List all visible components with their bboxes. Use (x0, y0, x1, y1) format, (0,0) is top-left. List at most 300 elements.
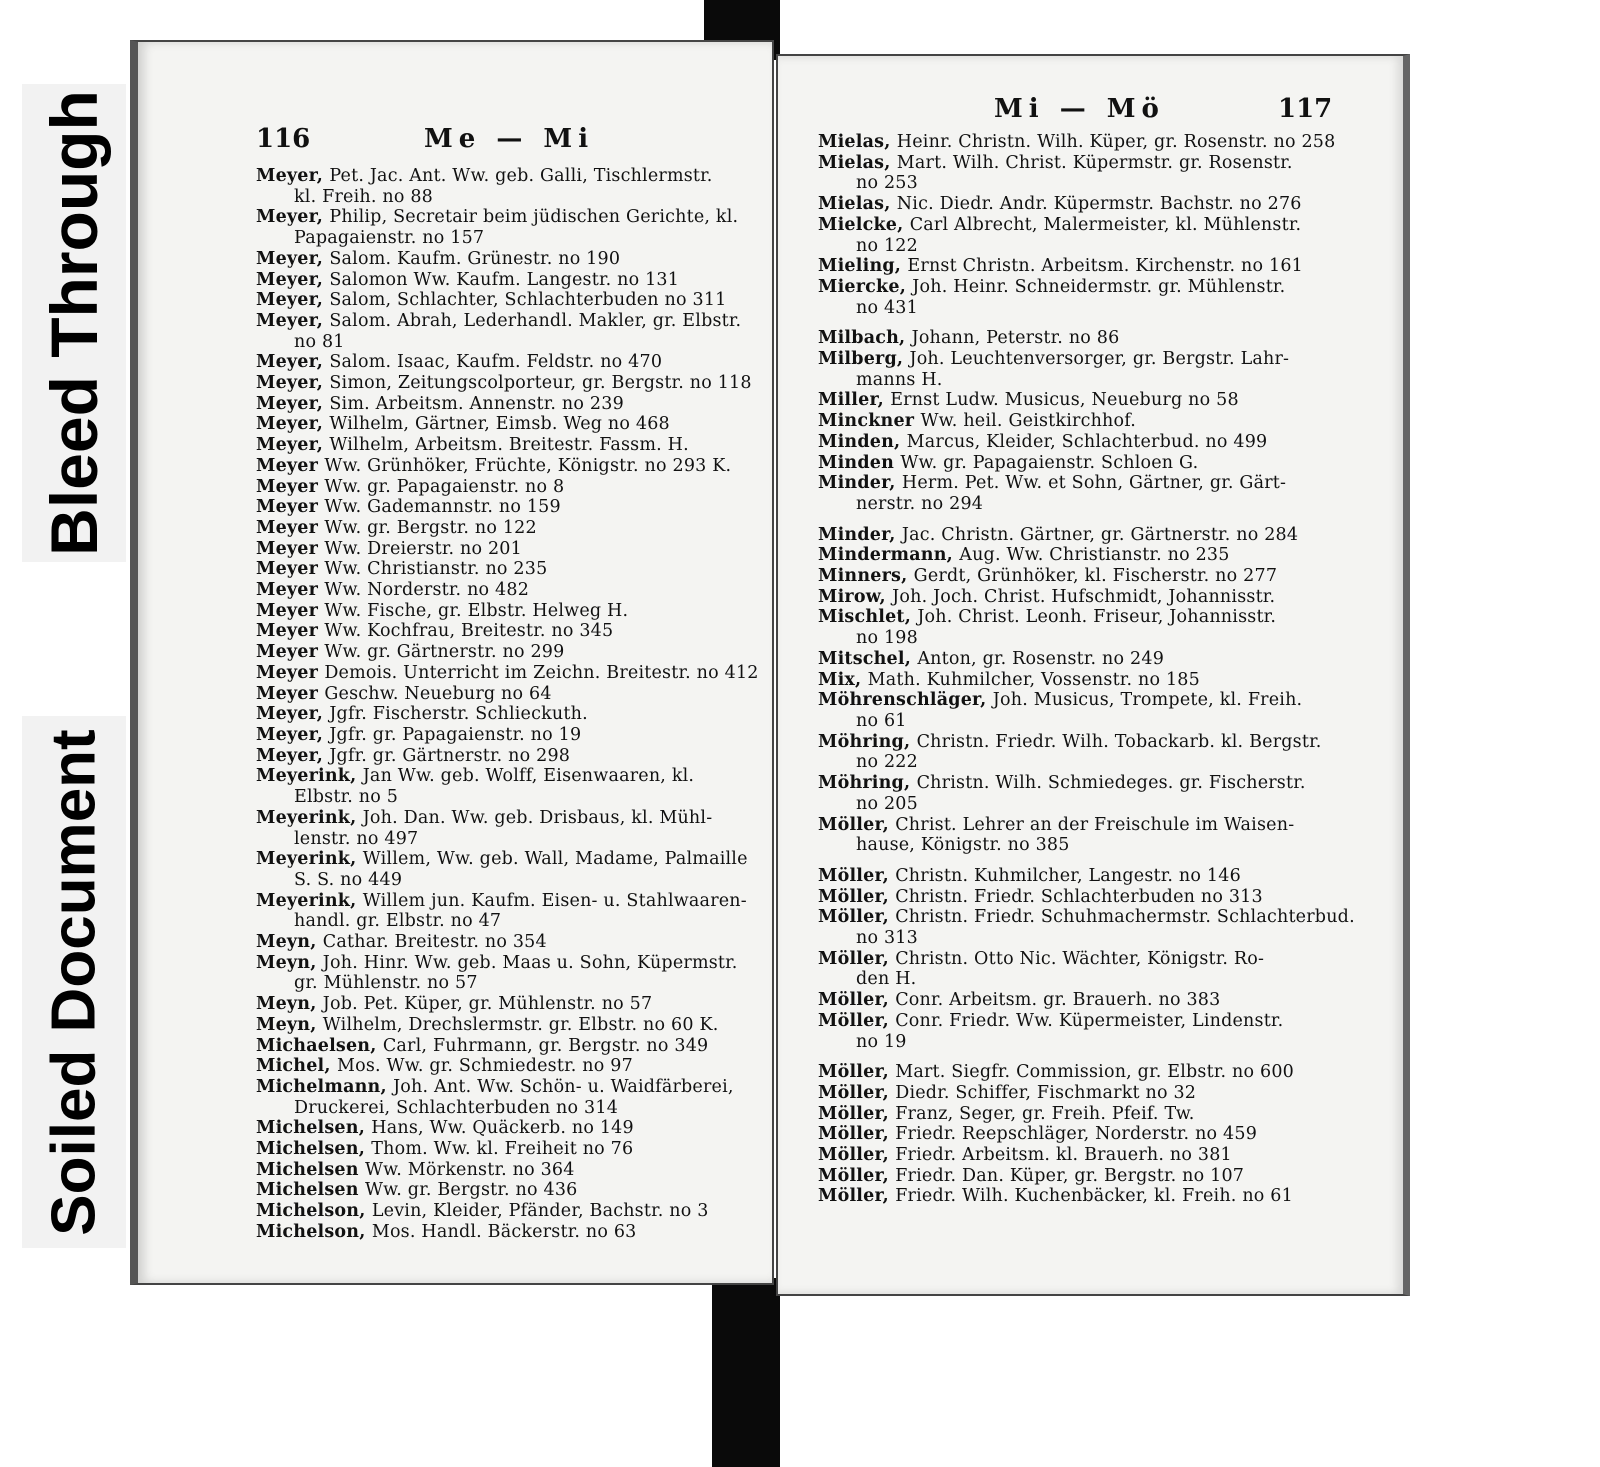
directory-entry (818, 494, 1338, 515)
entry-text: lenstr. no 497 (294, 828, 419, 849)
entry-text: Conr. Friedr. Ww. Küpermeister, Lindenstr. (895, 1010, 1284, 1031)
directory-entry (818, 545, 1338, 566)
entry-text: S. S. no 449 (294, 869, 403, 890)
entry-text: Christn. Friedr. Schlachterbuden no 313 (895, 886, 1263, 907)
entry-text: Christn. Friedr. Wilh. Tobackarb. kl. Bergstr. (916, 731, 1322, 752)
entry-text: Diedr. Schiffer, Fischmarkt no 32 (895, 1082, 1197, 1103)
entry-text: Salom. Kaufm. Grünestr. no 190 (329, 248, 621, 269)
entry-name: Möller, (818, 1186, 896, 1207)
entry-name: Minder, (818, 473, 902, 494)
directory-entry (818, 298, 1338, 319)
entry-name: Meyer (256, 600, 325, 621)
entry-text: Friedr. Dan. Küper, gr. Bergstr. no 107 (895, 1165, 1245, 1186)
directory-entry (256, 684, 766, 705)
directory-entry (256, 973, 766, 994)
entry-name: Meyer, (256, 745, 330, 766)
directory-entry (256, 311, 766, 332)
entry-text: Jac. Christn. Gärtner, gr. Gärtnerstr. no 284 (901, 524, 1299, 545)
entry-text: no 431 (856, 297, 918, 318)
entry-text: Ww. Mörkenstr. no 364 (364, 1159, 575, 1180)
directory-entry (256, 932, 766, 953)
entry-text: Ww. gr. Papagaienstr. no 8 (324, 476, 565, 497)
entry-name: Meyn, (256, 932, 323, 953)
entry-name: Meyer, (256, 435, 330, 456)
directory-entry (818, 194, 1338, 215)
directory-entry (256, 559, 766, 580)
entry-name: Michelson, (256, 1221, 372, 1242)
entry-text: Ww. heil. Geistkirchhof. (920, 411, 1137, 432)
entry-name: Möhrenschläger, (818, 690, 993, 711)
directory-entry (256, 435, 766, 456)
entry-text: handl. gr. Elbstr. no 47 (294, 911, 502, 932)
entry-text: Christ. Lehrer an der Freischule im Waisen- (895, 814, 1295, 835)
entry-text: Joh. Ant. Ww. Schön- u. Waidfärberei, (393, 1076, 734, 1097)
entry-text: Jgfr. gr. Papagaienstr. no 19 (329, 724, 582, 745)
directory-entry (256, 497, 766, 518)
directory-entry (256, 911, 766, 932)
entry-text: Mart. Siegfr. Commission, gr. Elbstr. no 600 (895, 1062, 1294, 1083)
entry-text: no 205 (856, 793, 918, 814)
directory-entry (818, 711, 1338, 732)
entry-name: Möller, (818, 1145, 896, 1166)
entry-name: Mielcke, (818, 214, 910, 235)
entry-name: Mindermann, (818, 545, 960, 566)
entry-text: hause, Königstr. no 385 (856, 835, 1070, 856)
entry-name: Meyer (256, 476, 325, 497)
entry-text: Ww. Dreierstr. no 201 (324, 538, 522, 559)
directory-entry (818, 628, 1338, 649)
entry-text: Salomon Ww. Kaufm. Langestr. no 131 (329, 269, 680, 290)
entry-name: Meyerink, (256, 766, 363, 787)
directory-entry (256, 621, 766, 642)
entry-name: Möhring, (818, 773, 917, 794)
entry-name: Michelson, (256, 1201, 372, 1222)
entry-name: Michelmann, (256, 1076, 394, 1097)
directory-entry (256, 249, 766, 270)
entry-text: Friedr. Arbeitsm. kl. Brauerh. no 381 (895, 1145, 1232, 1166)
directory-entry (256, 187, 766, 208)
entry-text: Marcus, Kleider, Schlachterbud. no 499 (906, 431, 1268, 452)
entry-name: Meyer, (256, 310, 330, 331)
entry-text: Johann, Peterstr. no 86 (911, 328, 1120, 349)
directory-entry (818, 752, 1338, 773)
directory-entry (256, 1056, 766, 1077)
entry-name: Michelsen (256, 1159, 365, 1180)
entry-name: Meyerink, (256, 890, 363, 911)
entry-name: Minners, (818, 566, 914, 587)
entry-name: Meyer, (256, 373, 330, 394)
entry-name: Meyer, (256, 724, 330, 745)
directory-entry (256, 849, 766, 870)
directory-entry (818, 866, 1338, 887)
directory-entry (818, 690, 1338, 711)
entry-name: Möhring, (818, 731, 917, 752)
directory-entry (818, 173, 1338, 194)
directory-entry (256, 332, 766, 353)
directory-entry (818, 587, 1338, 608)
directory-entry (818, 835, 1338, 856)
entry-text: Christn. Kuhmilcher, Langestr. no 146 (895, 865, 1241, 886)
entry-text: no 61 (856, 710, 907, 731)
entry-text: manns H. (856, 369, 943, 390)
directory-entry (818, 328, 1338, 349)
left-running-head: Me — Mi (424, 124, 595, 154)
entry-text: Wilhelm, Gärtner, Eimsb. Weg no 468 (329, 414, 670, 435)
entry-text: Ww. Fische, gr. Elbstr. Helweg H. (324, 600, 629, 621)
directory-entry (818, 887, 1338, 908)
directory-entry (818, 773, 1338, 794)
entry-text: Salom. Isaac, Kaufm. Feldstr. no 470 (329, 352, 663, 373)
entry-name: Mieling, (818, 256, 908, 277)
directory-entry (256, 1222, 766, 1243)
directory-entry (818, 432, 1338, 453)
directory-entry (256, 704, 766, 725)
entry-text: no 122 (856, 235, 918, 256)
entry-name: Möller, (818, 948, 896, 969)
directory-entry (818, 411, 1338, 432)
entry-name: Milbach, (818, 328, 912, 349)
spine-bottom (712, 1278, 780, 1467)
directory-entry (256, 456, 766, 477)
entry-text: Ww. Kochfrau, Breitestr. no 345 (324, 621, 614, 642)
entry-name: Minder, (818, 524, 902, 545)
entry-name: Michelsen, (256, 1118, 372, 1139)
entry-name: Mielas, (818, 194, 897, 215)
entry-text: Mart. Wilh. Christ. Küpermstr. gr. Rosenstr. (896, 152, 1293, 173)
entry-name: Meyer (256, 559, 325, 580)
directory-entry (818, 1124, 1338, 1145)
entry-text: Ww. gr. Gärtnerstr. no 299 (324, 642, 565, 663)
right-running-head: Mi — Mö (994, 94, 1165, 124)
directory-entry (818, 370, 1338, 391)
directory-entry (256, 766, 766, 787)
entry-text: no 198 (856, 628, 918, 649)
directory-entry (818, 566, 1338, 587)
entry-name: Möller, (818, 907, 896, 928)
entry-text: kl. Freih. no 88 (294, 186, 434, 207)
directory-entry (818, 907, 1355, 928)
directory-entry (818, 390, 1338, 411)
directory-entry (818, 1104, 1338, 1125)
entry-name: Möller, (818, 886, 896, 907)
entry-text: Ww. gr. Bergstr. no 122 (324, 517, 537, 538)
entry-text: Christn. Friedr. Schuhmachermstr. Schlachterbud. (895, 907, 1355, 928)
entry-gap (818, 318, 1338, 328)
entry-text: Druckerei, Schlachterbuden no 314 (294, 1097, 619, 1118)
entry-text: Ww. Christianstr. no 235 (324, 559, 548, 580)
entry-text: Sim. Arbeitsm. Annenstr. no 239 (329, 393, 624, 414)
entry-text: Pet. Jac. Ant. Ww. geb. Galli, Tischlermstr. (329, 166, 713, 186)
entry-text: nerstr. no 294 (856, 493, 984, 514)
entry-name: Meyn, (256, 952, 323, 973)
right-entries-list (818, 132, 1355, 1207)
entry-name: Miercke, (818, 276, 913, 297)
entry-text: Jgfr. Fischerstr. Schlieckuth. (329, 704, 588, 725)
right-page (776, 54, 1410, 1296)
entry-text: Conr. Arbeitsm. gr. Brauerh. no 383 (895, 990, 1221, 1011)
directory-entry (256, 725, 766, 746)
entry-text: Willem, Ww. geb. Wall, Madame, Palmaille (362, 849, 748, 870)
directory-entry (818, 649, 1338, 670)
entry-name: Möller, (818, 865, 896, 886)
entry-name: Meyer (256, 497, 325, 518)
entry-name: Mitschel, (818, 648, 918, 669)
directory-entry (818, 949, 1338, 970)
directory-entry (818, 1186, 1338, 1207)
directory-entry (256, 1118, 766, 1139)
entry-name: Meyer, (256, 207, 330, 228)
directory-entry (256, 1201, 766, 1222)
entry-text: Anton, gr. Rosenstr. no 249 (917, 648, 1165, 669)
entry-text: Wilhelm, Drechslermstr. gr. Elbstr. no 60 K. (322, 1014, 719, 1035)
directory-entry (256, 270, 766, 291)
directory-entry (818, 928, 1338, 949)
directory-entry (818, 794, 1338, 815)
entry-text: Joh. Leuchtenversorger, gr. Bergstr. Lahr- (909, 349, 1290, 370)
directory-entry (818, 815, 1338, 836)
entry-name: Meyer, (256, 414, 330, 435)
entry-name: Meyer, (256, 393, 330, 414)
entry-text: den H. (856, 969, 917, 990)
entry-text: Jgfr. gr. Gärtnerstr. no 298 (329, 745, 571, 766)
entry-text: Joh. Joch. Christ. Hufschmidt, Johannisstr. (892, 586, 1276, 607)
entry-name: Meyer, (256, 352, 330, 373)
entry-name: Michaelsen, (256, 1035, 383, 1056)
entry-name: Meyn, (256, 994, 323, 1015)
entry-text: Nic. Diedr. Andr. Küpermstr. Bachstr. no 276 (896, 194, 1302, 215)
entry-name: Möller, (818, 1124, 896, 1145)
entry-name: Meyer, (256, 269, 330, 290)
entry-text: no 253 (856, 173, 918, 194)
entry-name: Meyer (256, 662, 325, 683)
entry-text: Thom. Ww. kl. Freiheit no 76 (371, 1139, 634, 1160)
directory-entry (256, 373, 766, 394)
directory-entry (818, 132, 1338, 153)
directory-entry (818, 990, 1338, 1011)
directory-entry (256, 829, 766, 850)
entry-text: Salom. Abrah, Lederhandl. Makler, gr. Elbstr. (329, 310, 742, 331)
entry-name: Möller, (818, 1082, 896, 1103)
entry-name: Mielas, (818, 132, 897, 152)
directory-entry (256, 642, 766, 663)
entry-name: Mix, (818, 669, 868, 690)
entry-name: Mirow, (818, 586, 893, 607)
entry-name: Meyn, (256, 1014, 323, 1035)
bleed-through-label (22, 84, 126, 562)
directory-entry (256, 746, 766, 767)
entry-text: Christn. Otto Nic. Wächter, Königstr. Ro- (895, 948, 1265, 969)
left-page-number: 116 (256, 124, 311, 154)
directory-entry (256, 870, 766, 891)
directory-entry (256, 518, 766, 539)
entry-text: Mos. Handl. Bäckerstr. no 63 (371, 1221, 637, 1242)
directory-entry (818, 453, 1338, 474)
directory-entry (256, 477, 766, 498)
entry-name: Meyerink, (256, 849, 363, 870)
directory-entry (818, 236, 1338, 257)
directory-entry (256, 228, 766, 249)
entry-name: Meyer, (256, 166, 330, 186)
entry-name: Michelsen (256, 1180, 365, 1201)
directory-entry (818, 1011, 1338, 1032)
entry-text: Gerdt, Grünhöker, kl. Fischerstr. no 277 (913, 566, 1278, 587)
entry-text: no 313 (856, 928, 918, 949)
entry-text: Job. Pet. Küper, gr. Mühlenstr. no 57 (322, 994, 653, 1015)
right-page-number: 117 (1278, 94, 1333, 124)
entry-text: Christn. Wilh. Schmiedeges. gr. Fischerstr. (916, 773, 1306, 794)
entry-text: Wilhelm, Arbeitsm. Breitestr. Fassm. H. (329, 435, 689, 456)
entry-text: Ernst Christn. Arbeitsm. Kirchenstr. no 161 (907, 256, 1304, 277)
entry-gap (818, 515, 1338, 525)
directory-entry (256, 1160, 766, 1181)
entry-text: Demois. Unterricht im Zeichn. Breitestr. no 412 (324, 662, 759, 683)
soiled-document-text: Soiled Document (39, 728, 109, 1236)
entry-text: gr. Mühlenstr. no 57 (294, 973, 478, 994)
entry-text: Willem jun. Kaufm. Eisen- u. Stahlwaaren- (362, 890, 747, 911)
entry-name: Milberg, (818, 349, 910, 370)
entry-name: Mielas, (818, 152, 897, 173)
entry-name: Möller, (818, 990, 896, 1011)
entry-text: Ww. gr. Bergstr. no 436 (364, 1180, 578, 1201)
directory-entry (256, 1077, 766, 1098)
directory-entry (818, 256, 1338, 277)
entry-text: Joh. Heinr. Schneidermstr. gr. Mühlenstr. (912, 276, 1286, 297)
directory-entry (818, 349, 1338, 370)
directory-entry (256, 580, 766, 601)
entry-text: Simon, Zeitungscolporteur, gr. Bergstr. no 118 (329, 373, 752, 394)
entry-name: Möller, (818, 814, 896, 835)
entry-name: Meyer (256, 517, 325, 538)
entry-name: Minden (818, 452, 901, 473)
directory-entry (256, 1098, 766, 1119)
entry-text: Aug. Ww. Christianstr. no 235 (959, 545, 1230, 566)
entry-text: Heinr. Christn. Wilh. Küper, gr. Rosenstr. no 258 (896, 132, 1336, 152)
entry-text: Salom, Schlachter, Schlachterbuden no 311 (329, 290, 727, 311)
entry-name: Möller, (818, 1103, 896, 1124)
directory-entry (256, 207, 766, 228)
directory-entry (256, 1180, 766, 1201)
entry-name: Meyer (256, 538, 325, 559)
directory-entry (256, 352, 766, 373)
entry-gap (818, 1052, 1338, 1062)
directory-entry (818, 1145, 1338, 1166)
directory-entry (818, 1062, 1338, 1083)
directory-entry (818, 732, 1338, 753)
entry-text: Ww. Norderstr. no 482 (324, 580, 530, 601)
directory-entry (256, 1139, 766, 1160)
entry-text: Cathar. Breitestr. no 354 (322, 932, 547, 953)
entry-text: Ww. gr. Papagaienstr. Schloen G. (900, 452, 1199, 473)
bleed-through-text: Bleed Through (37, 90, 111, 556)
entry-text: Joh. Dan. Ww. geb. Drisbaus, kl. Mühl- (362, 807, 713, 828)
entry-text: Carl Albrecht, Malermeister, kl. Mühlenstr. (909, 214, 1302, 235)
entry-name: Meyer (256, 455, 325, 476)
directory-entry (818, 525, 1338, 546)
directory-entry (818, 153, 1338, 174)
directory-entry (818, 1166, 1338, 1187)
entry-text: no 81 (294, 331, 345, 352)
entry-name: Michelsen, (256, 1139, 372, 1160)
entry-text: no 19 (856, 1031, 907, 1052)
entry-name: Möller, (818, 1062, 896, 1083)
directory-entry (818, 670, 1338, 691)
directory-entry (256, 394, 766, 415)
directory-entry (818, 1032, 1338, 1053)
entry-text: Ernst Ludw. Musicus, Neueburg no 58 (890, 390, 1239, 411)
directory-entry (256, 1036, 766, 1057)
entry-text: Ww. Gademannstr. no 159 (324, 497, 561, 518)
entry-name: Mischlet, (818, 607, 918, 628)
entry-text: Math. Kuhmilcher, Vossenstr. no 185 (867, 669, 1200, 690)
entry-text: Levin, Kleider, Pfänder, Bachstr. no 3 (371, 1201, 709, 1222)
directory-entry (256, 891, 766, 912)
entry-name: Meyer, (256, 290, 330, 311)
directory-entry (256, 601, 766, 622)
directory-entry (818, 607, 1338, 628)
entry-text: Carl, Fuhrmann, gr. Bergstr. no 349 (382, 1035, 709, 1056)
entry-text: Joh. Hinr. Ww. geb. Maas u. Sohn, Küpermstr. (322, 952, 738, 973)
entry-text: Mos. Ww. gr. Schmiedestr. no 97 (336, 1056, 633, 1077)
entry-text: Jan Ww. geb. Wolff, Eisenwaaren, kl. (362, 766, 695, 787)
entry-text: Herm. Pet. Ww. et Sohn, Gärtner, gr. Gärt- (901, 473, 1287, 494)
directory-entry (256, 539, 766, 560)
entry-name: Miller, (818, 390, 891, 411)
entry-text: Friedr. Wilh. Kuchenbäcker, kl. Freih. no 61 (895, 1186, 1293, 1207)
directory-entry (256, 953, 766, 974)
directory-entry (818, 1083, 1338, 1104)
left-page (130, 40, 774, 1285)
entry-text: no 222 (856, 752, 918, 773)
directory-entry (256, 994, 766, 1015)
entry-name: Meyer (256, 580, 325, 601)
directory-entry (256, 1015, 766, 1036)
entry-gap (818, 856, 1338, 866)
entry-text: Joh. Musicus, Trompete, kl. Freih. (992, 690, 1303, 711)
directory-entry (256, 808, 766, 829)
entry-name: Meyer, (256, 248, 330, 269)
left-entries-list (256, 166, 766, 1243)
entry-text: Geschw. Neueburg no 64 (324, 683, 552, 704)
directory-entry (256, 663, 766, 684)
entry-name: Meyer (256, 621, 325, 642)
entry-name: Meyerink, (256, 807, 363, 828)
entry-name: Meyer (256, 683, 325, 704)
entry-text: Franz, Seger, gr. Freih. Pfeif. Tw. (895, 1103, 1195, 1124)
entry-text: Elbstr. no 5 (294, 787, 399, 808)
entry-text: Joh. Christ. Leonh. Friseur, Johannisstr. (917, 607, 1277, 628)
entry-name: Möller, (818, 1165, 896, 1186)
entry-name: Meyer, (256, 704, 330, 725)
directory-entry (256, 166, 766, 187)
entry-text: Hans, Ww. Quäckerb. no 149 (371, 1118, 634, 1139)
entry-name: Möller, (818, 1010, 896, 1031)
directory-entry (256, 290, 766, 311)
entry-name: Meyer (256, 642, 325, 663)
entry-name: Minden, (818, 431, 907, 452)
entry-text: Ww. Grünhöker, Früchte, Königstr. no 293 K. (324, 455, 732, 476)
directory-entry (818, 473, 1338, 494)
directory-entry (818, 277, 1338, 298)
directory-entry (256, 787, 766, 808)
directory-entry (818, 215, 1338, 236)
entry-text: Papagaienstr. no 157 (294, 228, 485, 249)
entry-text: Friedr. Reepschläger, Norderstr. no 459 (895, 1124, 1258, 1145)
entry-text: Philip, Secretair beim jüdischen Gerichte, kl. (329, 207, 739, 228)
directory-entry (818, 969, 1338, 990)
entry-name: Minckner (818, 411, 921, 432)
soiled-document-label (22, 716, 126, 1248)
entry-name: Michel, (256, 1056, 337, 1077)
